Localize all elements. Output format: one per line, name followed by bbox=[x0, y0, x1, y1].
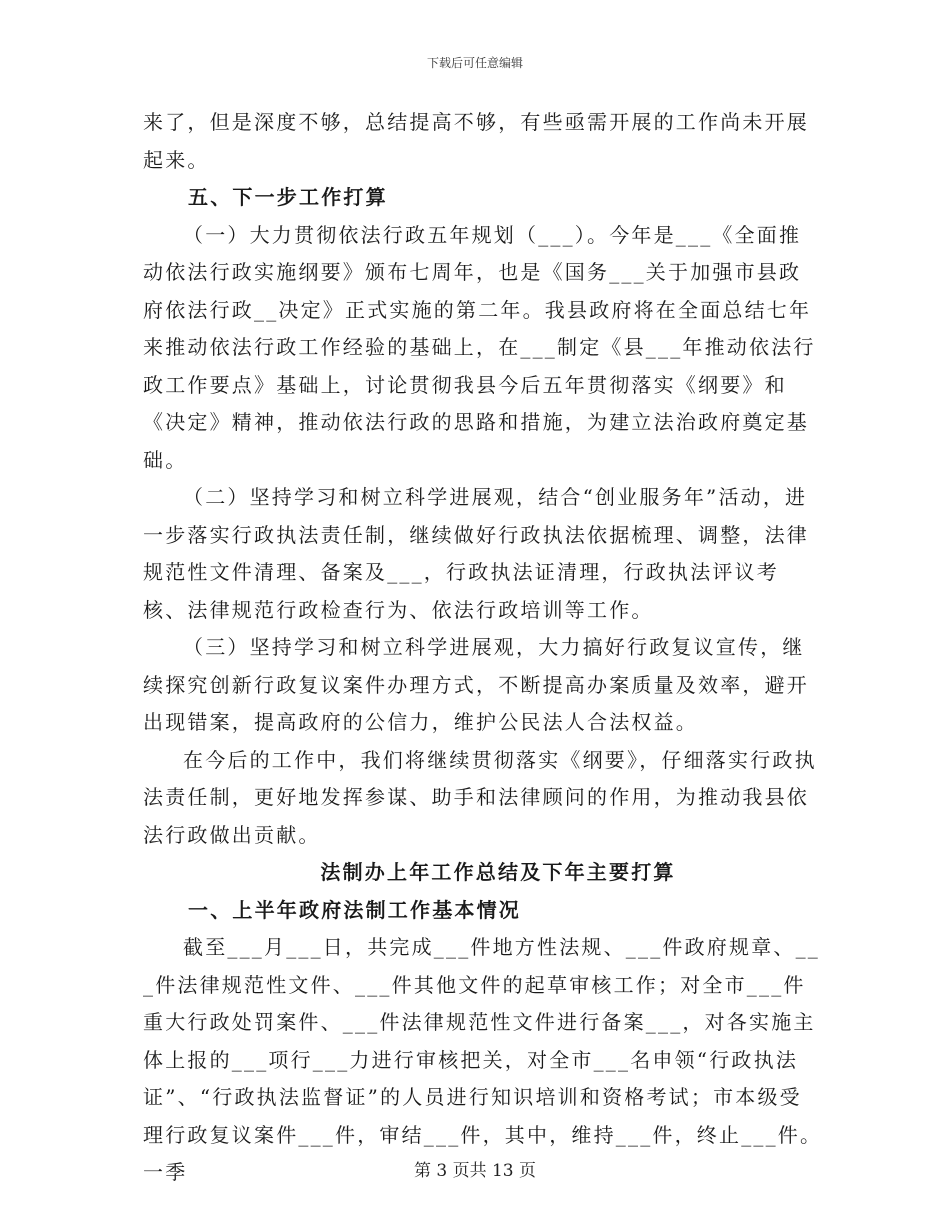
page-header-note: 下载后可任意编辑 bbox=[426, 56, 523, 70]
section-heading-one: 一、上半年政府法制工作基本情况 bbox=[188, 897, 521, 922]
paragraph-plan-two: （二）坚持学习和树立科学进展观，结合“创业服务年”活动，进一步落实行政执法责任制，继续做好行政执法依据梳理、调整，法律规范性文件清理、备案及___，行政执法证清理，行政执法评议考核、法律规范行政检查行为、依法行政培训等工作。 bbox=[143, 485, 809, 622]
paragraph-plan-three: （三）坚持学习和树立科学进展观，大力搞好行政复议宣传，继续探究创新行政复议案件办理方式，不断提高办案质量及效率，避开出现错案，提高政府的公信力，维护公民法人合法权益。 bbox=[143, 635, 809, 734]
page-number-footer: 第 3 页共 13 页 bbox=[413, 1161, 537, 1181]
document-body bbox=[143, 104, 823, 1192]
document-title: 法制办上年工作总结及下年主要打算 bbox=[320, 860, 676, 884]
paragraph-plan-one: （一）大力贯彻依法行政五年规划（___）。今年是___《全面推动依法行政实施纲要》颁布七周年，也是《国务___关于加强市县政府依法行政__决定》正式实施的第二年。我县政府将在全面总结七年来推动依法行政工作经验的基础上，在___制定《县___年推动依法行政工作要点》基础上，讨论贯彻我县今后五年贯彻落实《纲要》和《决定》精神，推动依法行政的思路和措施，为建立法治政府奠定基础。 bbox=[143, 222, 816, 472]
paragraph-closing: 在今后的工作中，我们将继续贯彻落实《纲要》，仔细落实行政执法责任制，更好地发挥参谋、助手和法律顾问的作用，为推动我县依法行政做出贡献。 bbox=[143, 747, 817, 847]
paragraph-continuation: 来了，但是深度不够，总结提高不够，有些亟需开展的工作尚未开展起来。 bbox=[143, 110, 809, 172]
paragraph-summary: 截至___月___日，共完成___件地方性法规、___件政府规章、___件法律规范性文件、___件其他文件的起草审核工作；对全市___件重大行政处罚案件、___件法律规范性文件进行备案___，对各实施主体上报的___项行___力进行审核把关，对全市___名申领“行政执法证”、“行政执法监督证”的人员进行知识培训和资格考试；市本级受理行政复议案件___件，审结___件，其中，维持___件，终止___件。一季 bbox=[143, 935, 823, 1184]
section-heading-five: 五、下一步工作打算 bbox=[188, 185, 388, 209]
